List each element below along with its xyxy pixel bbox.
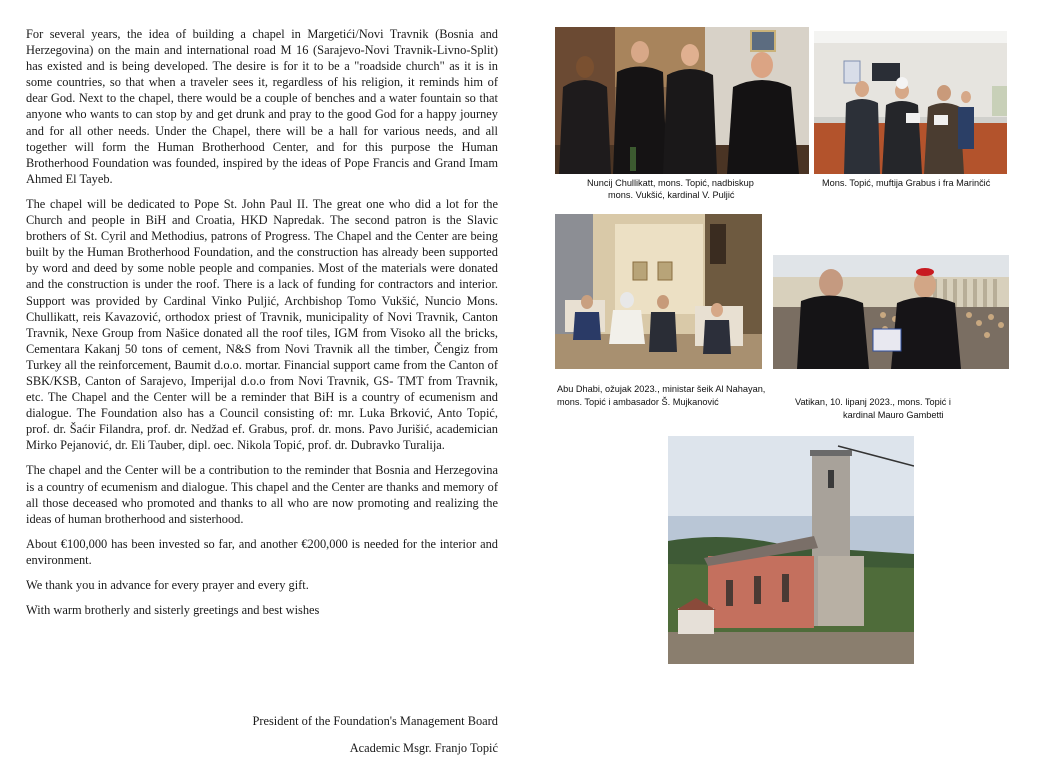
- paragraph-greetings: With warm brotherly and sisterly greetings and best wishes: [26, 603, 320, 618]
- paragraph-funding: About €100,000 has been invested so far, and another €200,000 is needed for the interior and environment.: [26, 536, 498, 567]
- photo-vatican: [773, 255, 1009, 369]
- caption-photo1-line1: Nuncij Chullikatt, mons. Topić, nadbiskup: [587, 178, 754, 188]
- caption-photo3-line1: Abu Dhabi, ožujak 2023., ministar šeik Al Nahayan,: [557, 384, 766, 394]
- caption-photo2-line1: Mons. Topić, muftija Grabus i fra Marinčić: [822, 178, 991, 188]
- paragraph-thanks: We thank you in advance for every prayer and every gift.: [26, 578, 309, 592]
- paragraph-ecumenism: The chapel and the Center will be a contribution to the reminder that Bosnia and Herzegovina is a country of ecumenism and dialogue. This chapel and the Center are thanks and memory of all those deceased who promoted and thanks to all who are now promoting and realizing the ideas of human brotherhood and sisterhood.: [26, 463, 498, 526]
- photo-chapel-construction: [668, 436, 914, 664]
- caption-photo4-line2: kardinal Mauro Gambetti: [843, 410, 944, 420]
- caption-photo1-line2: mons. Vukšić, kardinal V. Puljić: [608, 190, 735, 200]
- photo-abu-dhabi-meeting: [555, 214, 762, 369]
- photo-clergy-group: [555, 27, 809, 174]
- paragraph-intro: For several years, the idea of building a chapel in Margetići/Novi Travnik (Bosnia and Herzegovina) on the main and international road M 16 (Sarajevo-Novi Travnik-Livno-Split) has existed and is being developed. The desire is for it to be a "roadside church" as it is in some countries, so that when a traveler sees it, regardless of his religion, it reminds him of dear God. Next to the chapel, there would be a couple of benches and a water fountain so that anyone who wants to can stop by and get drunk and pray to the good God for a happy journey and for all other needs. Under the Chapel, there will be a hall for various needs, and all together will form the Human Brotherhood Center, and for this purpose the Human Brotherhood Foundation was founded, inspired by the ideas of Pope Francis and Grand Imam Ahmed El Tayeb.: [26, 27, 498, 186]
- caption-photo4-line1: Vatikan, 10. lipanj 2023., mons. Topić i: [795, 397, 951, 407]
- photo-office-meeting: [814, 31, 1007, 174]
- paragraph-dedication: The chapel will be dedicated to Pope St. John Paul II. The great one who did a lot for the Church and people in BiH and Croatia, HKD Napredak. The second patron is the Slavic brothers of St. Cyril and Methodius, patrons of Progress. The Chapel and the Center are being built by the Human Brotherhood Foundation, and the construction has already been supported by word and deed by some noble people and companies. Most of the materials were donated and the construction is under the roof. There is a lack of funding for contractors and interior. Support was provided by Cardinal Vinko Puljić, Archbishop Tomo Vukšić, Nuncio Mons. Chullikatt, reis Kavazović, orthodox priest of Travnik, municipality of Novi Travnik, Canton Travnik, Nexe Group from Našice donated all the roof tiles, IGM from Visoko all the bricks, Cementara Kakanj 50 tons of cement, N&S from Novi Travnik all the timber, Čengiz from Turkey all the reinforcement, Baumit d.o.o. mortar. Financial support came from the Canton of SBK/KSB, Canton of Sarajevo, Imperijal d.o.o from Novi Travnik, GS- TMT from Travnik, etc. The Chapel and the Center will be a reminder that BiH is a country of ecumenism and dialogue. The Foundation also has a Council consisting of: mr. Luka Brković, Anto Topić, prof. dr. Šaćir Filandra, prof. dr. Nedžad ef. Grabus, prof. dr. mons. Pavo Jurišić, academician Mirko Pejanović, dr. Eli Tauber, dipl. oec. Nikola Topić, prof. dr. Dubravko Turalija.: [26, 196, 498, 453]
- article-body: [26, 26, 498, 627]
- signature-role: President of the Foundation's Management Board: [252, 714, 498, 728]
- caption-photo3-line2: mons. Topić i ambasador Š. Mujkanović: [557, 397, 719, 407]
- signature-name: Academic Msgr. Franjo Topić: [349, 741, 498, 755]
